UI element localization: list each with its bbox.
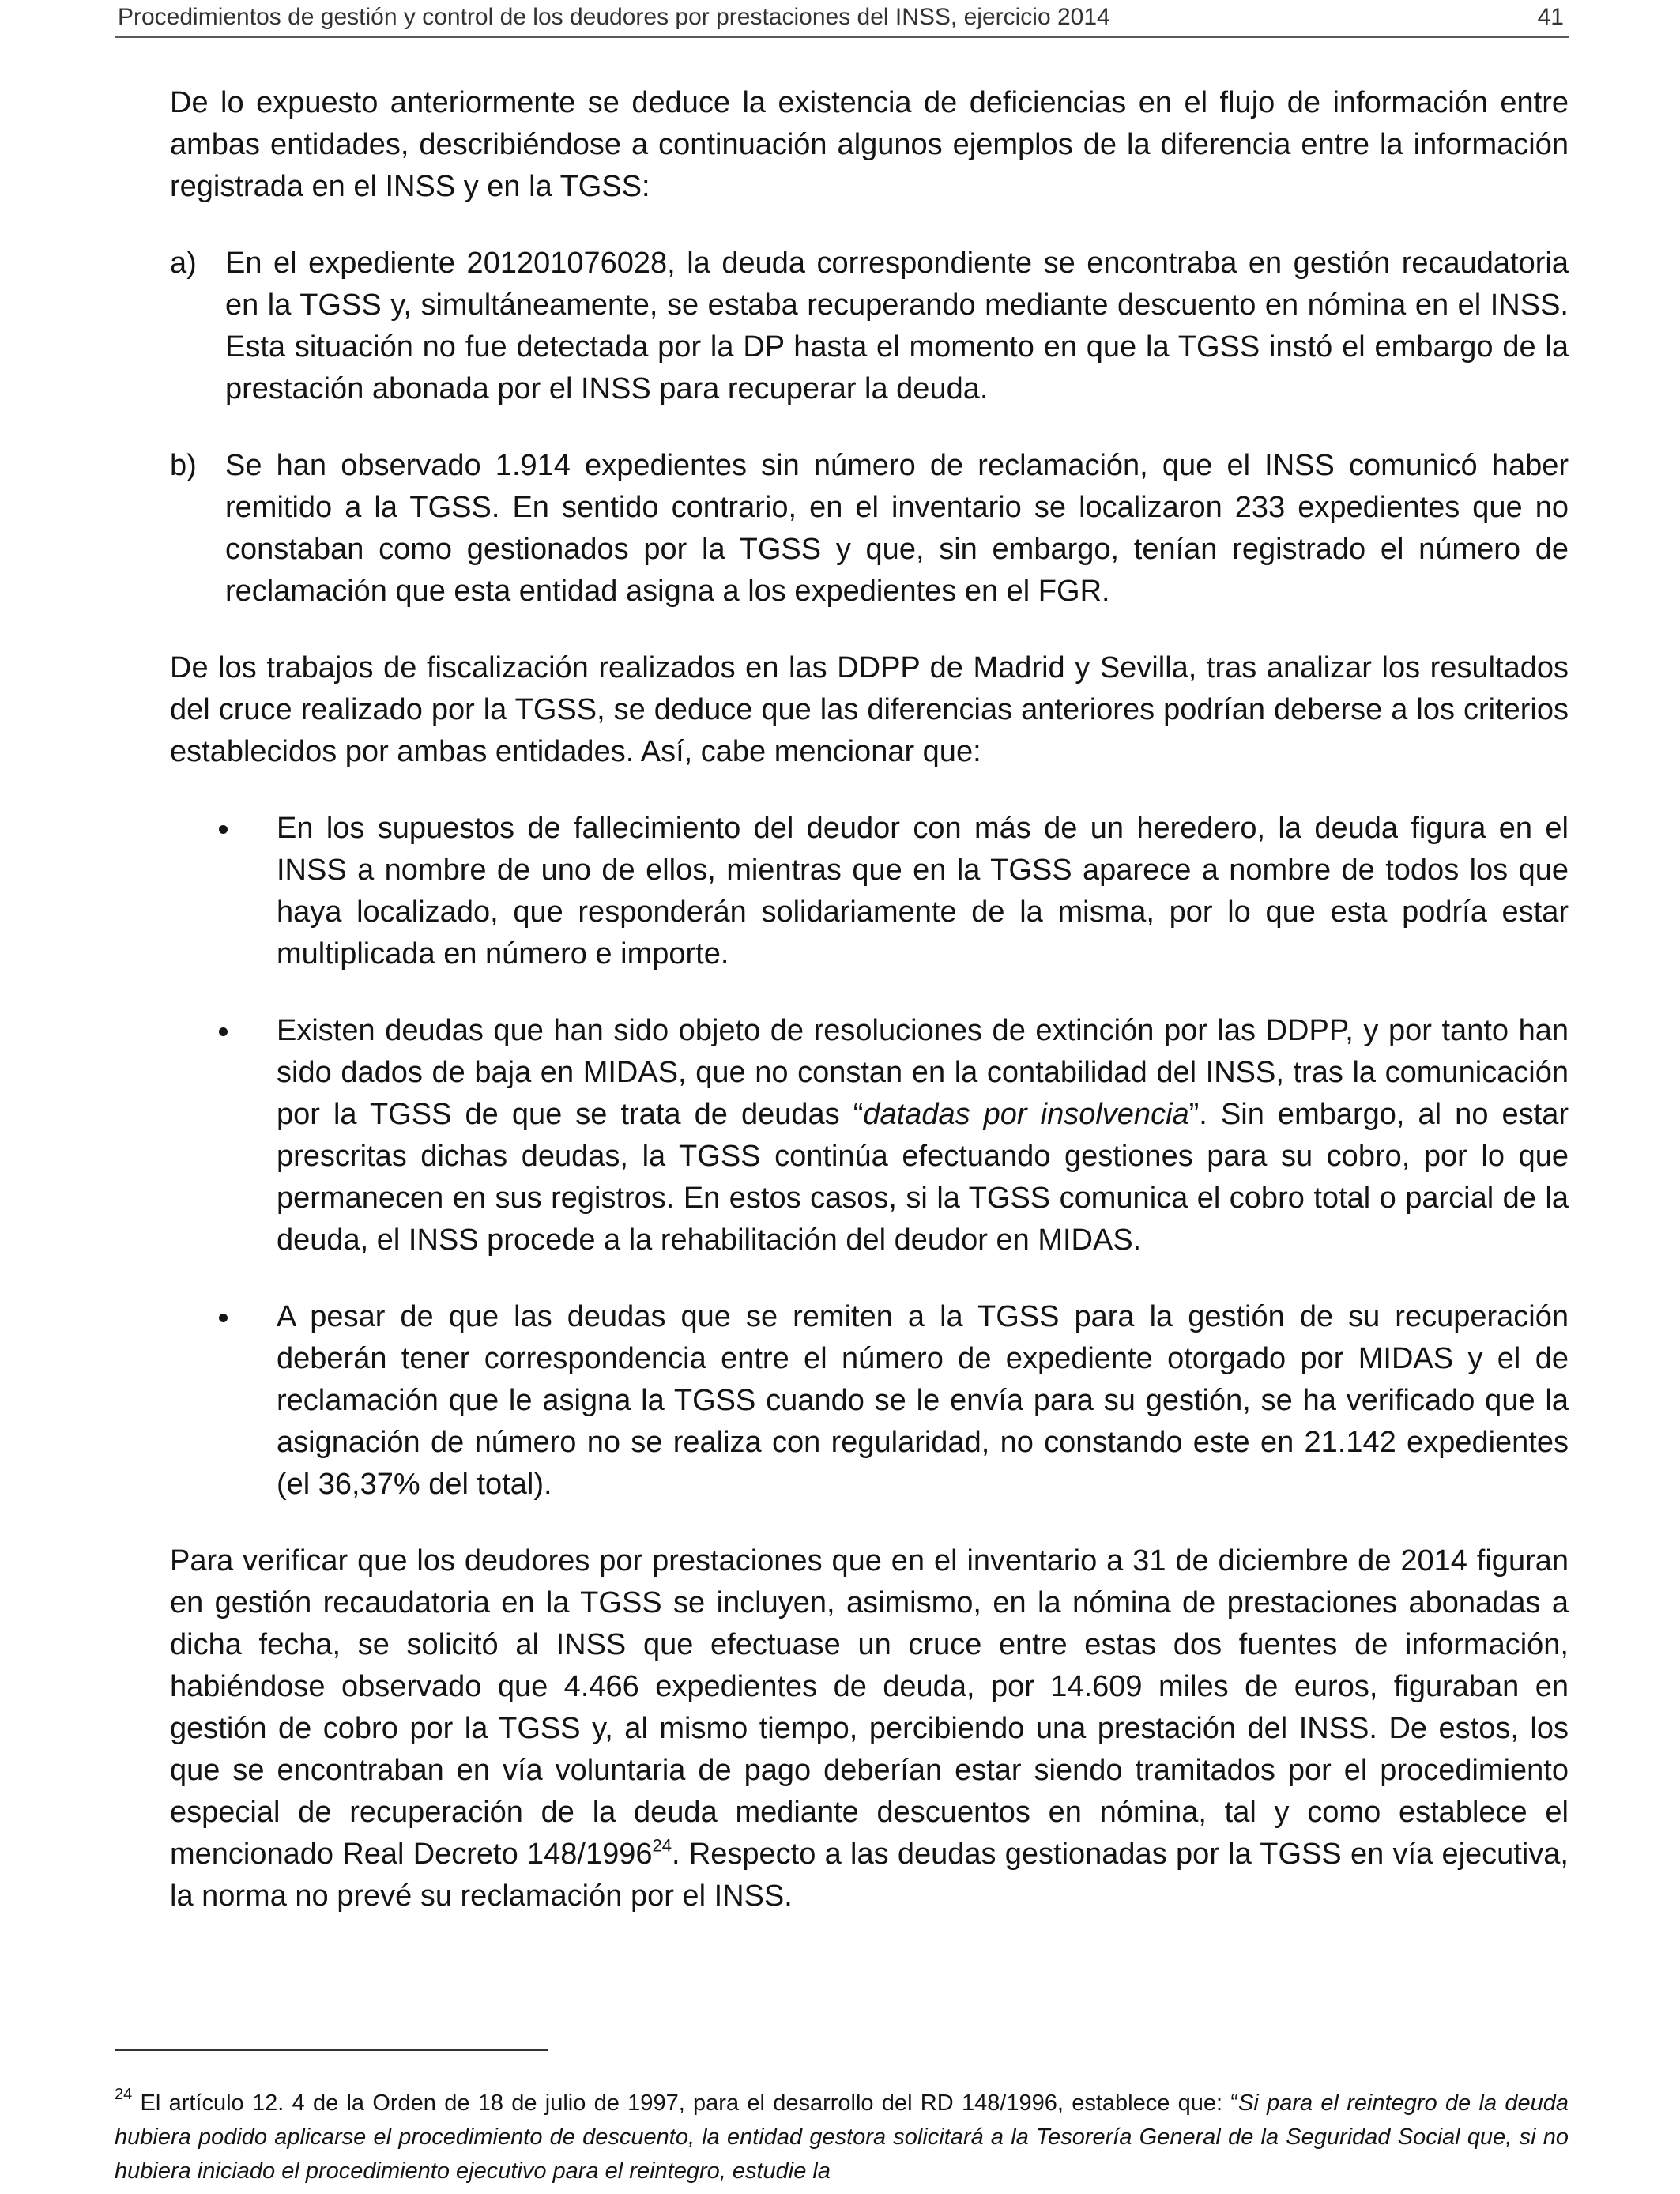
footnote-reference[interactable]: 24 [652, 1835, 672, 1856]
paragraph-intro: De lo expuesto anteriormente se deduce la existencia de deficiencias en el flujo de información entre ambas entidades, describiéndose a continuación algunos ejemplos de la diferencia entre la información registrada en el INSS y en la TGSS: [170, 86, 1569, 203]
bullet-icon [219, 1314, 228, 1322]
list-item-text: En el expediente 201201076028, la deuda correspondiente se encontraba en gestión recaudatoria en la TGSS y, simultáneamente, se estaba recuperando mediante descuento en nómina en el INSS. Esta situación no fue detectada por la DP hasta el momento en que la TGSS instó el embargo de la prestación abonada por el INSS para recuperar la deuda. [225, 247, 1569, 405]
bullet-text [277, 1010, 1569, 1261]
paragraph-cross-check [170, 1540, 1569, 1917]
list-item-label: b) [170, 449, 197, 482]
bullet-icon [219, 825, 228, 834]
bullet-text: A pesar de que las deudas que se remiten a la TGSS para la gestión de su recuperación deberán tener correspondencia entre el número de expediente otorgado por MIDAS y el de reclamación que le asigna la TGSS cuando se le envía para su gestión, se ha verificado que la asignación de número no se realiza con regularidad, no constando este en 21.142 expedientes (el 36,37% del total). [277, 1300, 1569, 1501]
footnote-number: 24 [115, 2086, 133, 2103]
list-item-b [170, 445, 1569, 613]
paragraph-criteria: De los trabajos de fiscalización realizados en las DDPP de Madrid y Sevilla, tras analizar los resultados del cruce realizado por la TGSS, se deduce que las diferencias anteriores podrían deberse a los criterios establecidos por ambas entidades. Así, cabe mencionar que: [170, 651, 1569, 768]
footnote [115, 2087, 1569, 2188]
bullet-item-numbering [170, 1296, 1569, 1506]
paragraph-text-end: . Respecto a las deudas gestionadas por la TGSS en vía ejecutiva, la norma no prevé su reclamación por el INSS. [170, 1838, 1569, 1913]
running-title: Procedimientos de gestión y control de los deudores por prestaciones del INSS, ejercicio 2014 [118, 4, 1110, 30]
bullet-icon [219, 1027, 228, 1036]
bullet-text-start: Existen deudas que han sido objeto de resoluciones de extinción por las DDPP, y por tanto han sido dados de baja en MIDAS, que no constan en la contabilidad del INSS, tras la comunicación por la TGSS de que se trata de deudas “ [277, 1014, 1569, 1131]
bullet-item-extinction [170, 1010, 1569, 1261]
page-number: 41 [1537, 4, 1564, 30]
footnote-text: El artículo 12. 4 de la Orden de 18 de julio de 1997, para el desarrollo del RD 148/1996, establece que: “ [132, 2090, 1239, 2116]
list-item-label: a) [170, 247, 197, 280]
main-text [170, 82, 1569, 1952]
footnote-separator [115, 2049, 548, 2051]
paragraph-text-start: Para verificar que los deudores por prestaciones que en el inventario a 31 de diciembre de 2014 figuran en gestión recaudatoria en la TGSS se incluyen, asimismo, en la nómina de prestaciones abonadas a dicha fecha, se solicitó al INSS que efectuase un cruce entre estas dos fuentes de información, habiéndose observado que 4.466 expedientes de deuda, por 14.609 miles de euros, figuraban en gestión de cobro por la TGSS y, al mismo tiempo, percibiendo una prestación del INSS. De estos, los que se encontraban en vía voluntaria de pago deberían estar siendo tramitados por el procedimiento especial de recuperación de la deuda mediante descuentos en nómina, tal y como establece el mencionado Real Decreto 148/1996 [170, 1544, 1569, 1871]
list-item-text: Se han observado 1.914 expedientes sin número de reclamación, que el INSS comunicó haber remitido a la TGSS. En sentido contrario, en el inventario se localizaron 233 expedientes que no constaban como gestionados por la TGSS y que, sin embargo, tenían registrado el número de reclamación que esta entidad asigna a los expedientes en el FGR. [225, 449, 1569, 608]
page-header [115, 0, 1569, 38]
list-item-a [170, 243, 1569, 410]
footnote-quote: Si para el reintegro de la deuda hubiera podido aplicarse el procedimiento de descuento, la entidad gestora solicitará a la Tesorería General de la Seguridad Social que, si no hubiera iniciado el procedimiento ejecutivo para el reintegro, estudie la [115, 2090, 1569, 2184]
bullet-text: En los supuestos de fallecimiento del deudor con más de un heredero, la deuda figura en el INSS a nombre de uno de ellos, mientras que en la TGSS aparece a nombre de todos los que haya localizado, que responderán solidariamente de la misma, por lo que esta podría estar multiplicada en número e importe. [277, 812, 1569, 971]
bullet-text-emphasis: datadas por insolvencia [863, 1098, 1189, 1131]
bullet-item-heirs [170, 808, 1569, 975]
bullet-text-end: ”. Sin embargo, al no estar prescritas dichas deudas, la TGSS continúa efectuando gestiones para su cobro, por lo que permanecen en sus registros. En estos casos, si la TGSS comunica el cobro total o parcial de la deuda, el INSS procede a la rehabilitación del deudor en MIDAS. [277, 1098, 1569, 1257]
